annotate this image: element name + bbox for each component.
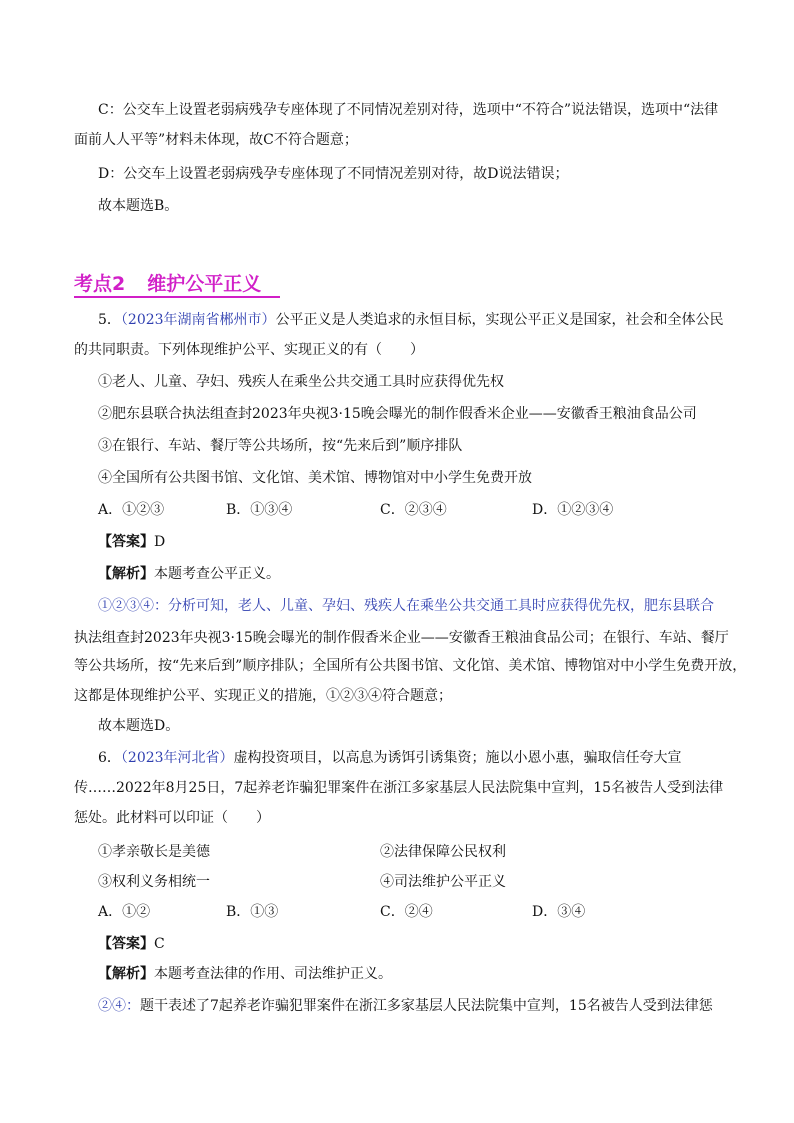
question-6-detail-text [98,998,713,1014]
question-5-item-4: ④全国所有公共图书馆、文化馆、美术馆、博物馆对中小学生免费开放 [98,470,532,486]
question-5-option-b: B．①③④ [226,502,293,518]
question-5-option-d: D．①②③④ [532,502,614,518]
question-6-item-1: ①孝亲敬长是美德 [98,844,210,860]
question-5-stem-line2: 的共同职责。下列体现维护公平、实现正义的有（ ） [74,342,424,358]
question-6-option-b: B．①③ [226,904,279,920]
question-6-detail-body: 题干表述了7起养老诈骗犯罪案件在浙江多家基层人民法院集中宣判，15名被告人受到法律惩 [140,998,713,1014]
analysis-tag: 【解析】 [98,966,154,982]
question-5-source: （2023年湖南省郴州市） [120,312,276,328]
question-5-answer-value: D [154,534,166,550]
question-5-stem-line1 [98,310,724,330]
previous-conclusion: 故本题选B。 [98,198,179,214]
question-6-detail-prefix: ②④： [98,998,140,1014]
question-6-item-2: ②法律保障公民权利 [380,844,506,860]
question-6-source: （2023年河北省） [120,750,234,766]
section-label: 考点2 [74,273,126,295]
question-6-stem-line2: 传……2022年8月25日，7起养老诈骗犯罪案件在浙江多家基层人民法院集中宣判，15名被告人受到法律 [74,780,724,796]
question-5-option-c: C．②③④ [380,502,447,518]
question-5-answer [98,532,165,552]
question-5-detail-line1: ①②③④：分析可知，老人、儿童、孕妇、残疾人在乘坐公共交通工具时应获得优先权，肥东县联合 [98,598,714,614]
question-6-analysis [98,964,392,984]
question-5-number: 5． [98,312,121,328]
question-6-item-4: ④司法维护公平正义 [380,874,506,890]
question-6-stem-text: 虚构投资项目，以高息为诱饵引诱集资；施以小恩小惠，骗取信任夸大宣 [233,750,682,766]
analysis-tag: 【解析】 [98,566,154,582]
question-6-number: 6． [98,750,121,766]
answer-tag: 【答案】 [98,936,154,952]
question-6-option-d: D．③④ [532,904,586,920]
question-6-item-3: ③权利义务相统一 [98,874,210,890]
question-5-detail-line2: 执法组查封2023年央视3·15晚会曝光的制作假香米企业——安徽香王粮油食品公司；在银行、车站、餐厅 [74,630,729,646]
option-c-explanation-line1: C：公交车上设置老弱病残孕专座体现了不同情况差别对待，选项中“不符合”说法错误，选项中“法律 [98,102,719,118]
option-d-explanation: D：公交车上设置老弱病残孕专座体现了不同情况差别对待，故D说法错误； [98,166,569,182]
question-5-conclusion: 故本题选D。 [98,718,180,734]
question-6-analysis-text: 本题考查法律的作用、司法维护正义。 [154,966,392,982]
question-6-stem-line1 [98,748,682,768]
question-5-item-1: ①老人、儿童、孕妇、残疾人在乘坐公共交通工具时应获得优先权 [98,374,504,390]
question-5-analysis [98,564,280,584]
question-5-detail-line3: 等公共场所，按“先来后到”顺序排队；全国所有公共图书馆、文化馆、美术馆、博物馆对中小学生免费开放， [74,658,747,674]
question-5-detail-line4: 这都是体现维护公平、实现正义的措施，①②③④符合题意； [74,688,452,704]
question-6-answer [98,934,165,954]
question-5-analysis-text: 本题考查公平正义。 [154,566,280,582]
answer-tag: 【答案】 [98,534,154,550]
question-6-option-c: C．②④ [380,904,433,920]
question-6-stem-line3: 惩处。此材料可以印证（ ） [74,810,270,826]
question-6-answer-value: C [154,936,165,952]
question-5-stem-text: 公平正义是人类追求的永恒目标，实现公平正义是国家，社会和全体公民 [275,312,724,328]
question-5-option-a: A．①②③ [98,502,165,518]
section-title: 维护公平正义 [147,273,262,295]
option-c-explanation-line2: 面前人人平等”材料未体现，故C不符合题意； [74,132,358,148]
question-6-option-a: A．①② [98,904,151,920]
question-5-item-3: ③在银行、车站、餐厅等公共场所，按“先来后到”顺序排队 [98,438,463,454]
section-heading [74,272,280,298]
question-5-item-2: ②肥东县联合执法组查封2023年央视3·15晚会曝光的制作假香米企业——安徽香王粮油食品公司 [98,406,697,422]
question-6-detail-line1 [98,996,713,1016]
